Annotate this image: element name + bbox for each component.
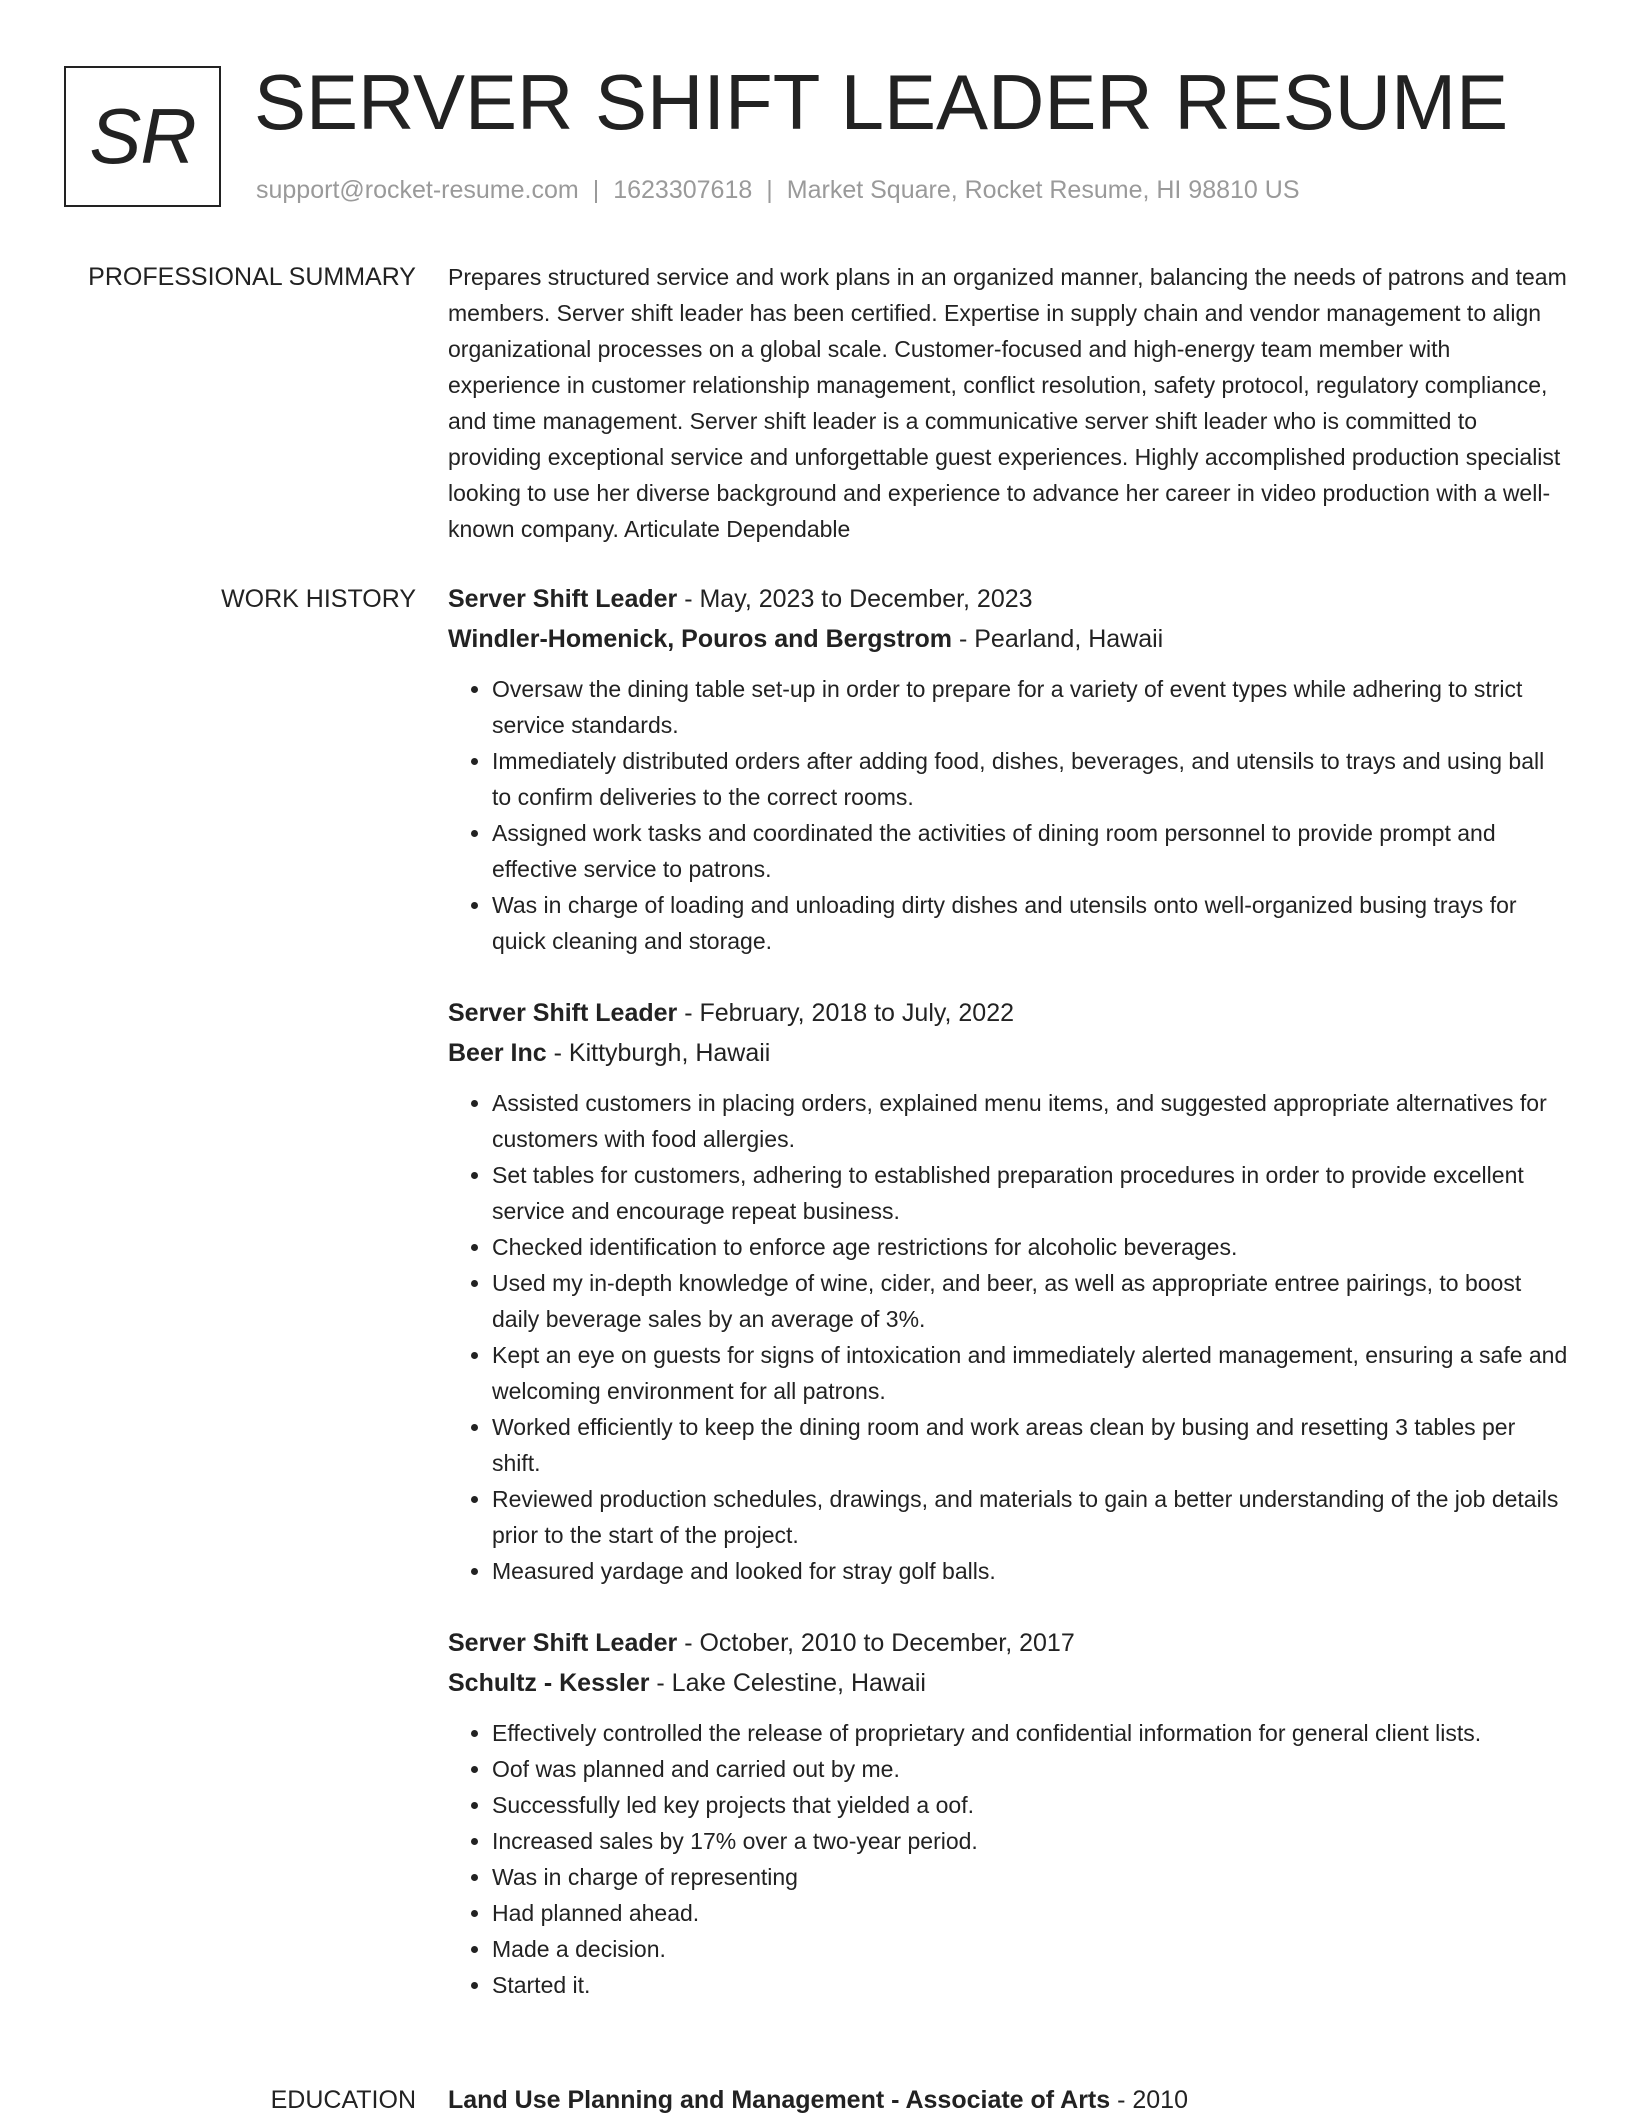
job-title-line xyxy=(448,993,1568,1033)
contact-phone: 1623307618 xyxy=(613,176,753,204)
education-line xyxy=(448,2080,1568,2120)
section-label-summary: PROFESSIONAL SUMMARY xyxy=(88,263,416,291)
section-label-work-history: WORK HISTORY xyxy=(221,585,416,613)
job-entry xyxy=(448,993,1568,1589)
job-location: - Pearland, Hawaii xyxy=(952,625,1164,653)
job-company: Windler-Homenick, Pouros and Bergstrom xyxy=(448,625,953,653)
list-item: • Oof was planned and carried out by me. xyxy=(492,1751,1568,1787)
list-item: • Kept an eye on guests for signs of intoxication and immediately alerted management, ensuring a safe and welcoming environment for all patrons. xyxy=(492,1337,1568,1409)
job-title: Server Shift Leader xyxy=(448,999,678,1027)
list-item: • Oversaw the dining table set-up in order to prepare for a variety of event types while adhering to strict service standards. xyxy=(492,671,1568,743)
list-item: • Was in charge of loading and unloading dirty dishes and utensils onto well-organized busing trays for quick cleaning and storage. xyxy=(492,887,1568,959)
list-item: • Immediately distributed orders after adding food, dishes, beverages, and utensils to trays and using ball to confirm deliveries to the correct rooms. xyxy=(492,743,1568,815)
monogram-badge xyxy=(64,66,221,207)
job-bullets xyxy=(448,671,1568,959)
contact-separator: | xyxy=(766,176,773,204)
list-item: • Assigned work tasks and coordinated the activities of dining room personnel to provide prompt and effective service to patrons. xyxy=(492,815,1568,887)
summary-body xyxy=(448,259,1568,547)
list-item: • Was in charge of representing xyxy=(492,1859,1568,1895)
list-item: • Assisted customers in placing orders, explained menu items, and suggested appropriate alternatives for customers with food allergies. xyxy=(492,1085,1568,1157)
list-item: • Measured yardage and looked for stray golf balls. xyxy=(492,1553,1568,1589)
list-item: • Effectively controlled the release of proprietary and confidential information for general client lists. xyxy=(492,1715,1568,1751)
contact-line xyxy=(256,174,1300,206)
job-title: Server Shift Leader xyxy=(448,1629,678,1657)
job-company: Schultz - Kessler xyxy=(448,1669,650,1697)
list-item: • Reviewed production schedules, drawings, and materials to gain a better understanding of the job details prior to the start of the project. xyxy=(492,1481,1568,1553)
job-title-line xyxy=(448,1623,1568,1663)
job-location: - Lake Celestine, Hawaii xyxy=(649,1669,926,1697)
list-item: • Made a decision. xyxy=(492,1931,1568,1967)
monogram-initials: SR xyxy=(89,92,196,180)
contact-separator: | xyxy=(592,176,600,204)
job-entry xyxy=(448,579,1568,959)
education-degree: Land Use Planning and Management - Associate of Arts xyxy=(448,2086,1111,2114)
list-item: • Checked identification to enforce age restrictions for alcoholic beverages. xyxy=(492,1229,1568,1265)
education-year: - 2010 xyxy=(1110,2086,1188,2114)
job-company: Beer Inc xyxy=(448,1039,547,1067)
section-label-education: EDUCATION xyxy=(270,2086,416,2114)
list-item: • Set tables for customers, adhering to established preparation procedures in order to provide excellent service and encourage repeat business. xyxy=(492,1157,1568,1229)
summary-text: Prepares structured service and work plans in an organized manner, balancing the needs of patrons and team members. Server shift leader has been certified. Expertise in supply chain and vendor management to align organizational processes on a global scale. Customer-focused and high-energy team member with experience in customer relationship management, conflict resolution, safety protocol, regulatory compliance, and time management. Server shift leader is a communicative server shift leader who is committed to providing exceptional service and unforgettable guest experiences. Highly accomplished production specialist looking to use her diverse background and experience to advance her career in video production with a well-known company. Articulate Dependable xyxy=(448,264,1567,542)
job-title: Server Shift Leader xyxy=(448,585,678,613)
list-item: • Used my in-depth knowledge of wine, cider, and beer, as well as appropriate entree pairings, to boost daily beverage sales by an average of 3%. xyxy=(492,1265,1568,1337)
work-history-body xyxy=(448,579,1568,2003)
contact-address: Market Square, Rocket Resume, HI 98810 US xyxy=(786,176,1300,204)
education-body xyxy=(448,2080,1568,2120)
job-dates: - February, 2018 to July, 2022 xyxy=(677,999,1015,1027)
job-entry xyxy=(448,1623,1568,2003)
list-item: • Had planned ahead. xyxy=(492,1895,1568,1931)
list-item: • Started it. xyxy=(492,1967,1568,2003)
job-dates: - May, 2023 to December, 2023 xyxy=(677,585,1033,613)
job-bullets xyxy=(448,1085,1568,1589)
job-bullets xyxy=(448,1715,1568,2003)
job-company-line xyxy=(448,1663,1568,1703)
job-title-line xyxy=(448,579,1568,619)
list-item: • Worked efficiently to keep the dining room and work areas clean by busing and resetting 3 tables per shift. xyxy=(492,1409,1568,1481)
job-location: - Kittyburgh, Hawaii xyxy=(546,1039,771,1067)
list-item: • Successfully led key projects that yielded a oof. xyxy=(492,1787,1568,1823)
job-dates: - October, 2010 to December, 2017 xyxy=(677,1629,1075,1657)
job-company-line xyxy=(448,1033,1568,1073)
job-company-line xyxy=(448,619,1568,659)
contact-email: support@rocket-resume.com xyxy=(256,176,579,204)
resume-title: SERVER SHIFT LEADER RESUME xyxy=(254,58,1509,146)
list-item: • Increased sales by 17% over a two-year period. xyxy=(492,1823,1568,1859)
